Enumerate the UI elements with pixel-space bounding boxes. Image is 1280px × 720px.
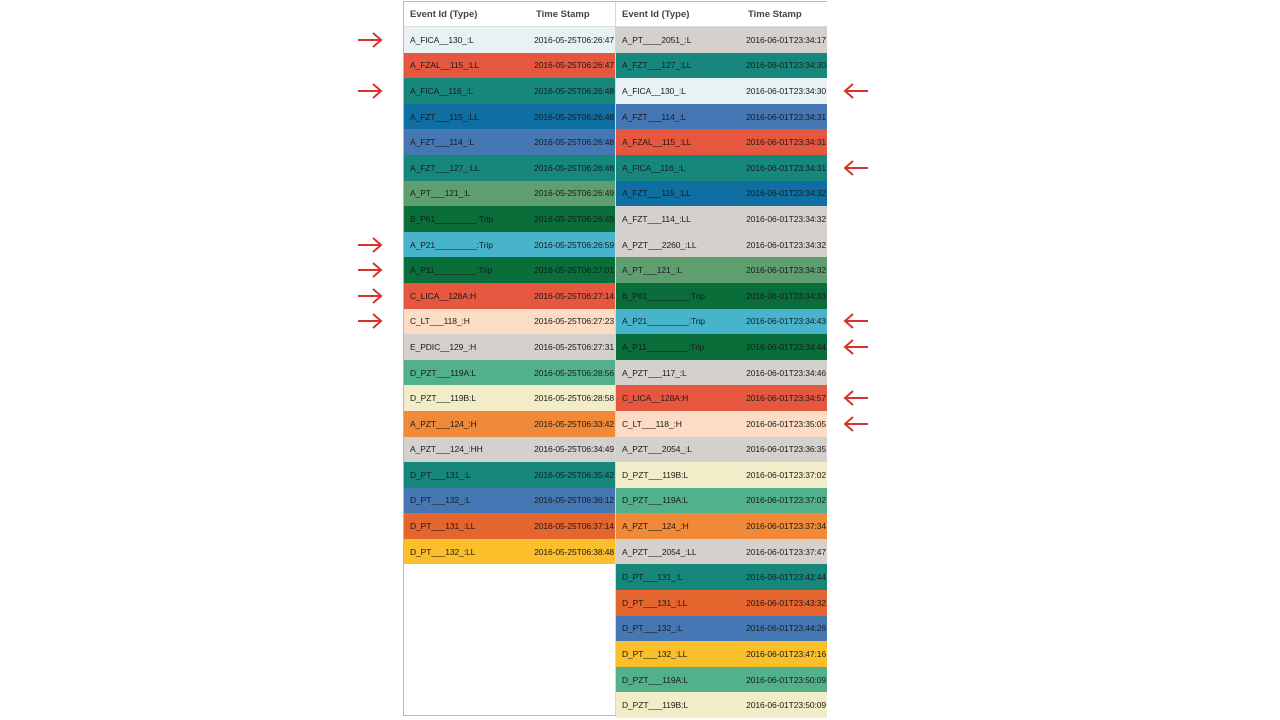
table-row[interactable] bbox=[616, 309, 827, 335]
table-row[interactable] bbox=[404, 513, 615, 539]
event-id-cell: A_FICA__116_:L bbox=[410, 85, 474, 96]
timestamp-cell: 2016-05-25T06:38:48 bbox=[534, 546, 614, 557]
timestamp-cell: 2016-06-01T23:37:02 bbox=[746, 469, 826, 480]
table-row[interactable] bbox=[404, 488, 615, 514]
table-row[interactable] bbox=[616, 692, 827, 718]
timestamp-cell: 2016-06-01T23:34:32 bbox=[746, 239, 826, 250]
timestamp-cell: 2016-05-25T06:28:56 bbox=[534, 367, 614, 378]
table-row[interactable] bbox=[404, 360, 615, 386]
timestamp-cell: 2016-06-01T23:34:32 bbox=[746, 213, 826, 224]
table-row[interactable] bbox=[404, 411, 615, 437]
table-row[interactable] bbox=[616, 206, 827, 232]
timestamp-cell: 2016-06-01T23:37:34 bbox=[746, 521, 826, 532]
timestamp-cell: 2016-06-01T23:34:30 bbox=[746, 60, 826, 71]
timestamp-cell: 2016-06-01T23:34:43 bbox=[746, 316, 826, 327]
timestamp-cell: 2016-05-25T06:28:58 bbox=[534, 393, 614, 404]
timestamp-cell: 2016-06-01T23:47:16 bbox=[746, 649, 826, 660]
event-id-cell: A_P11_________:Trip bbox=[622, 341, 705, 352]
table-row[interactable] bbox=[404, 309, 615, 335]
timestamp-cell: 2016-06-01T23:34:33 bbox=[746, 290, 826, 301]
timestamp-cell: 2016-06-01T23:34:31 bbox=[746, 137, 826, 148]
arrow-left-icon bbox=[843, 415, 869, 433]
arrow-left-icon bbox=[843, 312, 869, 330]
table-header bbox=[616, 2, 827, 27]
table-row[interactable] bbox=[616, 462, 827, 488]
event-id-cell: E_PDIC__129_:H bbox=[410, 341, 477, 352]
table-row[interactable] bbox=[404, 539, 615, 565]
header-time-stamp[interactable]: Time Stamp bbox=[748, 8, 802, 20]
event-id-cell: C_LT___118_:H bbox=[622, 418, 682, 429]
event-id-cell: A_P21_________:Trip bbox=[622, 316, 705, 327]
table-row[interactable] bbox=[616, 513, 827, 539]
timestamp-cell: 2016-05-25T06:26:49 bbox=[534, 188, 614, 199]
event-table-right bbox=[616, 2, 827, 718]
timestamp-cell: 2016-05-25T06:26:48 bbox=[534, 162, 614, 173]
header-time-stamp[interactable]: Time Stamp bbox=[536, 8, 590, 20]
timestamp-cell: 2016-06-01T23:34:46 bbox=[746, 367, 826, 378]
table-row[interactable] bbox=[404, 27, 615, 53]
arrow-left-icon bbox=[843, 159, 869, 177]
event-id-cell: A_PZT___2054_:L bbox=[622, 444, 692, 455]
event-id-cell: A_FICA__116_:L bbox=[622, 162, 686, 173]
timestamp-cell: 2016-06-01T23:34:44 bbox=[746, 341, 826, 352]
event-id-cell: A_P11_________:Trip bbox=[410, 265, 493, 276]
event-id-cell: D_PZT___119B:L bbox=[622, 469, 689, 480]
event-id-cell: A_PZT___124_:H bbox=[622, 521, 689, 532]
timestamp-cell: 2016-05-25T06:36:12 bbox=[534, 495, 614, 506]
timestamp-cell: 2016-05-25T06:26:47 bbox=[534, 60, 614, 71]
timestamp-cell: 2016-06-01T23:44:26 bbox=[746, 623, 826, 634]
event-id-cell: A_PZT___124_:HH bbox=[410, 444, 483, 455]
timestamp-cell: 2016-05-25T06:27:31 bbox=[534, 341, 614, 352]
table-row[interactable] bbox=[404, 334, 615, 360]
event-id-cell: A_FZT___115_:LL bbox=[410, 111, 479, 122]
event-id-cell: A_FZT___114_:L bbox=[622, 111, 687, 122]
event-id-cell: D_PT___132_:L bbox=[622, 623, 683, 634]
event-id-cell: D_PZT___119B:L bbox=[622, 700, 689, 711]
timestamp-cell: 2016-05-25T06:26:49 bbox=[534, 213, 614, 224]
table-row[interactable] bbox=[616, 411, 827, 437]
timestamp-cell: 2016-06-01T23:34:17 bbox=[746, 34, 826, 45]
timestamp-cell: 2016-06-01T23:43:32 bbox=[746, 597, 826, 608]
event-id-cell: D_PT___132_:L bbox=[410, 495, 471, 506]
table-row[interactable] bbox=[616, 232, 827, 258]
table-row[interactable] bbox=[616, 539, 827, 565]
arrow-right-icon bbox=[357, 236, 383, 254]
timestamp-cell: 2016-06-01T23:34:32 bbox=[746, 188, 826, 199]
event-id-cell: D_PT___132_:LL bbox=[410, 546, 476, 557]
timestamp-cell: 2016-06-01T23:35:05 bbox=[746, 418, 826, 429]
timestamp-cell: 2016-06-01T23:42:44 bbox=[746, 572, 826, 583]
table-row[interactable] bbox=[404, 385, 615, 411]
table-row[interactable] bbox=[616, 27, 827, 53]
event-id-cell: D_PT___132_:LL bbox=[622, 649, 688, 660]
timestamp-cell: 2016-06-01T23:34:57 bbox=[746, 393, 826, 404]
table-row[interactable] bbox=[616, 53, 827, 79]
table-row[interactable] bbox=[404, 257, 615, 283]
event-id-cell: D_PT___131_:LL bbox=[410, 521, 476, 532]
timestamp-cell: 2016-05-25T06:27:14 bbox=[534, 290, 614, 301]
table-row[interactable] bbox=[404, 155, 615, 181]
arrow-right-icon bbox=[357, 31, 383, 49]
arrow-right-icon bbox=[357, 312, 383, 330]
timestamp-cell: 2016-05-25T06:26:48 bbox=[534, 111, 614, 122]
event-id-cell: D_PT___131_:L bbox=[622, 572, 683, 583]
event-id-cell: A_FZAL__115_:LL bbox=[410, 60, 480, 71]
table-row[interactable] bbox=[404, 181, 615, 207]
table-row[interactable] bbox=[616, 104, 827, 130]
arrow-left-icon bbox=[843, 82, 869, 100]
timestamp-cell: 2016-05-25T06:27:23 bbox=[534, 316, 614, 327]
table-row[interactable] bbox=[616, 78, 827, 104]
table-row[interactable] bbox=[404, 78, 615, 104]
timestamp-cell: 2016-05-25T06:26:47 bbox=[534, 34, 614, 45]
event-id-cell: A_FZT___127_:LL bbox=[622, 60, 692, 71]
timestamp-cell: 2016-06-01T23:50:09 bbox=[746, 674, 826, 685]
timestamp-cell: 2016-05-25T06:34:49 bbox=[534, 444, 614, 455]
event-id-cell: C_LICA__128A:H bbox=[622, 393, 689, 404]
table-header bbox=[404, 2, 615, 27]
table-row[interactable] bbox=[404, 206, 615, 232]
timestamp-cell: 2016-05-25T06:37:14 bbox=[534, 521, 614, 532]
arrow-right-icon bbox=[357, 287, 383, 305]
event-id-cell: D_PT___131_:L bbox=[410, 469, 471, 480]
timestamp-cell: 2016-05-25T06:26:48 bbox=[534, 137, 614, 148]
timestamp-cell: 2016-06-01T23:36:35 bbox=[746, 444, 826, 455]
event-id-cell: A_FICA__130_:L bbox=[410, 34, 474, 45]
table-row[interactable] bbox=[616, 590, 827, 616]
table-row[interactable] bbox=[616, 283, 827, 309]
table-row[interactable] bbox=[616, 437, 827, 463]
event-id-cell: A_PT____2051_:L bbox=[622, 34, 692, 45]
event-id-cell: D_PZT___119A:L bbox=[622, 674, 689, 685]
table-row[interactable] bbox=[404, 462, 615, 488]
table-row[interactable] bbox=[404, 232, 615, 258]
event-id-cell: C_LICA__128A:H bbox=[410, 290, 477, 301]
table-row[interactable] bbox=[616, 616, 827, 642]
event-id-cell: A_FZT___127_:LL bbox=[410, 162, 480, 173]
timestamp-cell: 2016-06-01T23:34:32 bbox=[746, 265, 826, 276]
timestamp-cell: 2016-06-01T23:34:30 bbox=[746, 85, 826, 96]
event-id-cell: A_PT___121_:L bbox=[622, 265, 683, 276]
event-id-cell: D_PZT___119B:L bbox=[410, 393, 477, 404]
table-row[interactable] bbox=[404, 129, 615, 155]
timestamp-cell: 2016-06-01T23:37:02 bbox=[746, 495, 826, 506]
table-row[interactable] bbox=[616, 257, 827, 283]
table-row[interactable] bbox=[616, 564, 827, 590]
timestamp-cell: 2016-05-25T06:35:42 bbox=[534, 469, 614, 480]
event-id-cell: A_FZAL__115_:LL bbox=[622, 137, 692, 148]
timestamp-cell: 2016-06-01T23:50:09 bbox=[746, 700, 826, 711]
table-row[interactable] bbox=[404, 104, 615, 130]
table-row[interactable] bbox=[616, 360, 827, 386]
table-row[interactable] bbox=[616, 155, 827, 181]
event-id-cell: A_PZT___2054_:LL bbox=[622, 546, 697, 557]
event-id-cell: D_PZT___119A:L bbox=[410, 367, 477, 378]
event-id-cell: C_LT___118_:H bbox=[410, 316, 470, 327]
table-row[interactable] bbox=[404, 437, 615, 463]
header-event-id[interactable]: Event Id (Type) bbox=[410, 8, 478, 20]
event-id-cell: B_P61_________:Trip bbox=[622, 290, 705, 301]
timestamp-cell: 2016-05-25T06:33:42 bbox=[534, 418, 614, 429]
event-id-cell: D_PT___131_:LL bbox=[622, 597, 688, 608]
arrow-right-icon bbox=[357, 82, 383, 100]
event-table-left bbox=[404, 2, 615, 564]
table-row[interactable] bbox=[616, 667, 827, 693]
timestamp-cell: 2016-06-01T23:34:31 bbox=[746, 111, 826, 122]
arrow-right-icon bbox=[357, 261, 383, 279]
arrow-left-icon bbox=[843, 389, 869, 407]
table-row[interactable] bbox=[616, 181, 827, 207]
table-row[interactable] bbox=[616, 385, 827, 411]
event-id-cell: A_PT___121_:L bbox=[410, 188, 471, 199]
header-event-id[interactable]: Event Id (Type) bbox=[622, 8, 690, 20]
table-row[interactable] bbox=[616, 129, 827, 155]
event-id-cell: A_P21_________:Trip bbox=[410, 239, 493, 250]
timestamp-cell: 2016-05-25T06:26:48 bbox=[534, 85, 614, 96]
timestamp-cell: 2016-05-25T06:26:59 bbox=[534, 239, 614, 250]
event-log-panel bbox=[403, 1, 827, 716]
timestamp-cell: 2016-06-01T23:34:31 bbox=[746, 162, 826, 173]
event-id-cell: A_FZT___115_:LL bbox=[622, 188, 691, 199]
table-row[interactable] bbox=[404, 283, 615, 309]
event-id-cell: A_FZT___114_:L bbox=[410, 137, 475, 148]
event-id-cell: A_PZT___117_:L bbox=[622, 367, 687, 378]
table-row[interactable] bbox=[404, 53, 615, 79]
table-row[interactable] bbox=[616, 488, 827, 514]
event-id-cell: D_PZT___119A:L bbox=[622, 495, 689, 506]
timestamp-cell: 2016-06-01T23:37:47 bbox=[746, 546, 826, 557]
table-row[interactable] bbox=[616, 334, 827, 360]
event-id-cell: A_PZT___124_:H bbox=[410, 418, 477, 429]
arrow-left-icon bbox=[843, 338, 869, 356]
event-id-cell: A_FICA__130_:L bbox=[622, 85, 686, 96]
timestamp-cell: 2016-05-25T06:27:01 bbox=[534, 265, 614, 276]
event-id-cell: B_P61_________:Trip bbox=[410, 213, 493, 224]
event-id-cell: A_PZT___2260_:LL bbox=[622, 239, 697, 250]
table-row[interactable] bbox=[616, 641, 827, 667]
event-id-cell: A_FZT___114_:LL bbox=[622, 213, 691, 224]
